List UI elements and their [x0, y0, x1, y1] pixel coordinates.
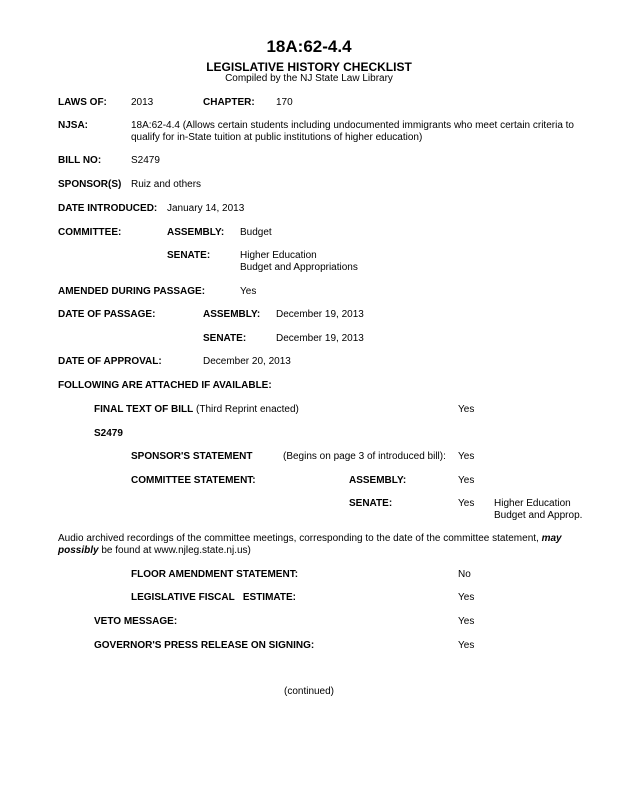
- audio-note-text-after: be found at www.njleg.state.nj.us): [98, 545, 251, 556]
- date-of-approval-value: December 20, 2013: [203, 356, 291, 367]
- final-text-value: Yes: [458, 404, 475, 415]
- committee-senate-label: SENATE:: [167, 250, 211, 261]
- page-title: LEGISLATIVE HISTORY CHECKLIST: [206, 60, 412, 74]
- chapter-label: CHAPTER:: [203, 97, 255, 108]
- sponsors-statement-note: (Begins on page 3 of introduced bill):: [283, 451, 446, 462]
- amended-label: AMENDED DURING PASSAGE:: [58, 286, 206, 297]
- bill-no-value: S2479: [131, 155, 160, 166]
- date-of-approval-label: DATE OF APPROVAL:: [58, 356, 162, 367]
- sponsors-statement-label: SPONSOR'S STATEMENT: [131, 451, 253, 462]
- date-introduced-label: DATE INTRODUCED:: [58, 203, 158, 214]
- sponsor-value: Ruiz and others: [131, 179, 202, 190]
- page-citation: 18A:62-4.4: [266, 37, 352, 56]
- audio-note-emphasis: may possibly: [58, 533, 562, 556]
- cs-assembly-value: Yes: [458, 475, 475, 486]
- audio-note-text: Audio archived recordings of the committee meetings, corresponding to the date of the committee statement,: [58, 533, 542, 544]
- committee-assembly-value: Budget: [240, 227, 272, 238]
- cs-assembly-label: ASSEMBLY:: [349, 475, 407, 486]
- njsa-value: 18A:62-4.4 (Allows certain students including undocumented immigrants who meet certain criteria to qualify for in-State tuition at public institutions of higher education): [131, 120, 574, 143]
- bill-ref: S2479: [94, 428, 123, 439]
- committee-senate-value-2: Budget and Appropriations: [240, 262, 358, 273]
- committee-senate-value-1: Higher Education: [240, 250, 317, 261]
- date-introduced-value: January 14, 2013: [167, 203, 245, 214]
- fiscal-estimate-label: LEGISLATIVE FISCAL ESTIMATE:: [131, 592, 297, 603]
- press-release-value: Yes: [458, 640, 475, 651]
- final-text-label: FINAL TEXT OF BILL: [94, 404, 194, 415]
- laws-of-value: 2013: [131, 97, 154, 108]
- cs-senate-committee-2: Budget and Approp.: [494, 510, 583, 521]
- chapter-value: 170: [276, 97, 293, 108]
- cs-senate-value: Yes: [458, 498, 475, 509]
- committee-statement-label: COMMITTEE STATEMENT:: [131, 475, 256, 486]
- final-text-row: [94, 404, 299, 416]
- continued-note: (continued): [283, 686, 335, 697]
- attached-heading: FOLLOWING ARE ATTACHED IF AVAILABLE:: [58, 380, 272, 391]
- veto-message-value: Yes: [458, 616, 475, 627]
- sponsors-statement-value: Yes: [458, 451, 475, 462]
- sponsor-label: SPONSOR(S): [58, 179, 122, 190]
- passage-assembly-label: ASSEMBLY:: [203, 309, 261, 320]
- passage-senate-label: SENATE:: [203, 333, 247, 344]
- fiscal-estimate-value: Yes: [458, 592, 475, 603]
- press-release-label: GOVERNOR'S PRESS RELEASE ON SIGNING:: [94, 640, 315, 651]
- laws-of-label: LAWS OF:: [58, 97, 107, 108]
- floor-amendment-label: FLOOR AMENDMENT STATEMENT:: [131, 569, 299, 580]
- committee-label: COMMITTEE:: [58, 227, 122, 238]
- cs-senate-committee-1: Higher Education: [494, 498, 571, 509]
- committee-assembly-label: ASSEMBLY:: [167, 227, 225, 238]
- passage-senate-value: December 19, 2013: [276, 333, 364, 344]
- veto-message-label: VETO MESSAGE:: [94, 616, 178, 627]
- cs-senate-label: SENATE:: [349, 498, 393, 509]
- njsa-label: NJSA:: [58, 120, 89, 131]
- audio-note: [58, 533, 603, 557]
- amended-value: Yes: [240, 286, 257, 297]
- date-of-passage-label: DATE OF PASSAGE:: [58, 309, 156, 320]
- final-text-note: (Third Reprint enacted): [193, 404, 299, 415]
- bill-no-label: BILL NO:: [58, 155, 102, 166]
- compiled-by: Compiled by the NJ State Law Library: [225, 73, 393, 84]
- floor-amendment-value: No: [458, 569, 471, 580]
- passage-assembly-value: December 19, 2013: [276, 309, 364, 320]
